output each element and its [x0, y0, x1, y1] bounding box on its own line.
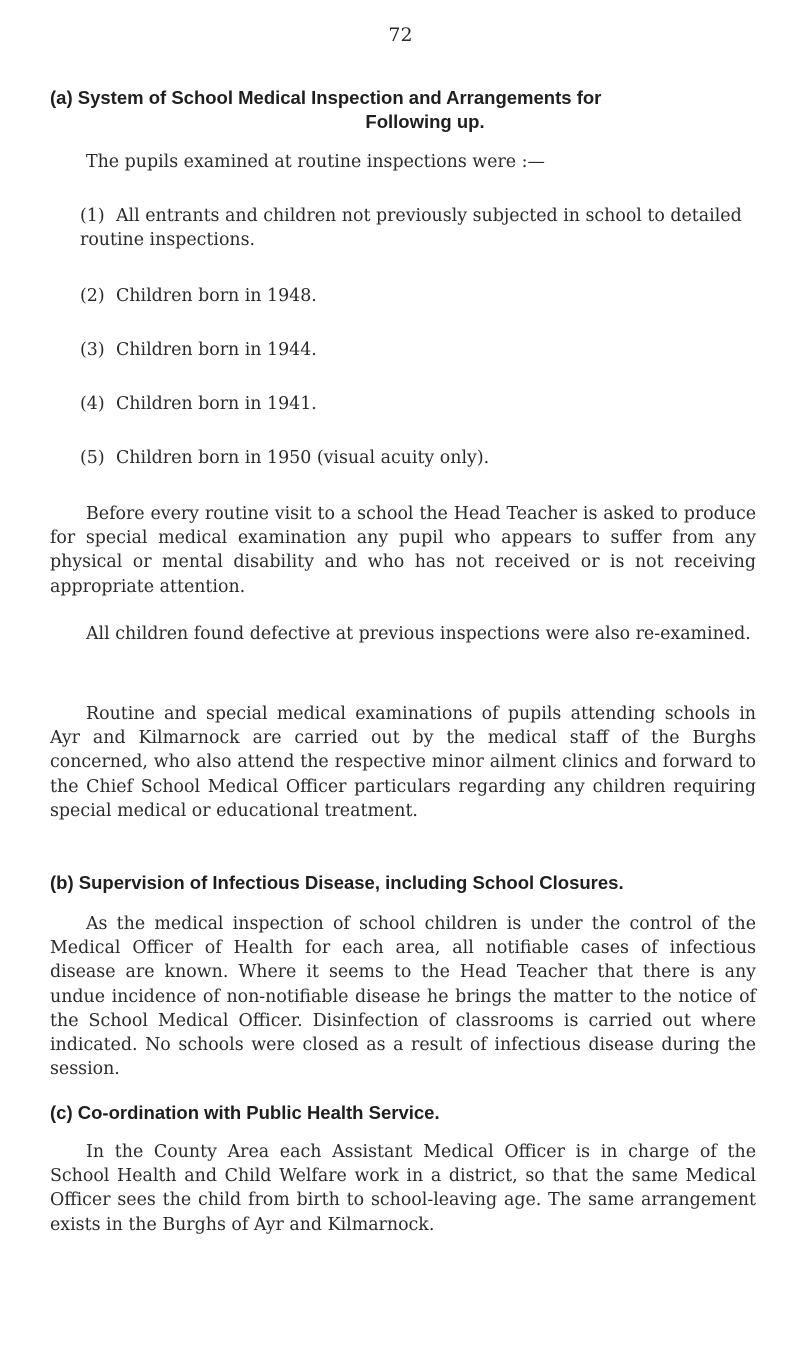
section-c-heading: [50, 1101, 760, 1125]
section-b-heading: [50, 871, 760, 895]
section-b-paragraph: As the medical inspection of school children is under the control of the Medical Officer of Health for each area, all notifiable cases of infectious disease are known. Where it seems to the Head Teacher that there is any undue incidence of non-notifiable disease he brings the matter to the notice of the School Medical Officer. Disinfection of classrooms is carried out where indicated. No schools were closed as a result of infectious disease during the session.: [50, 914, 756, 1080]
list-item-text: All entrants and children not previously subjected in school to detailed routine inspections.: [80, 206, 742, 251]
list-item-number: (1): [80, 206, 105, 226]
section-a-paragraph-2: All children found defective at previous inspections were also re-examined.: [86, 624, 751, 644]
list-item-number: (4): [80, 394, 105, 414]
list-item: [80, 284, 756, 308]
list-item-number: (3): [80, 340, 105, 360]
page-number: 72: [388, 24, 413, 46]
section-a-title-line1: System of School Medical Inspection and Arrangements for: [77, 87, 602, 108]
list-item-text: Children born in 1941.: [116, 394, 317, 414]
list-item-number: (2): [80, 286, 105, 306]
list-item-text: Children born in 1944.: [116, 340, 317, 360]
section-b-title: Supervision of Infectious Disease, including School Closures.: [78, 872, 624, 893]
section-c-title: Co-ordination with Public Health Service.: [77, 1102, 440, 1123]
section-a-heading: [50, 86, 760, 134]
section-c-label: (c): [50, 1102, 73, 1123]
section-a-label: (a): [50, 87, 73, 108]
section-a-paragraph-3: Routine and special medical examinations of pupils attending schools in Ayr and Kilmarnock are carried out by the medical staff of the Burghs concerned, who also attend the respective minor ailment clinics and forward to the Chief School Medical Officer particulars regarding any children requiring special medical or educational treatment.: [50, 704, 756, 821]
section-a-intro: The pupils examined at routine inspections were :—: [86, 152, 545, 172]
list-item-text: Children born in 1950 (visual acuity only).: [116, 448, 490, 468]
section-a-paragraph-1: Before every routine visit to a school the Head Teacher is asked to produce for special medical examination any pupil who appears to suffer from any physical or mental disability and who has not received or is not receiving appropriate attention.: [50, 504, 756, 597]
list-item: [80, 338, 756, 362]
section-c-paragraph: In the County Area each Assistant Medical Officer is in charge of the School Health and Child Welfare work in a district, so that the same Medical Officer sees the child from birth to school-leaving age. The same arrangement exists in the Burghs of Ayr and Kilmarnock.: [50, 1142, 756, 1235]
list-item: [80, 204, 756, 252]
section-a-title-line2: Following up.: [365, 111, 485, 132]
section-b-label: (b): [50, 872, 74, 893]
list-item: [80, 446, 756, 470]
list-item-number: (5): [80, 448, 105, 468]
list-item-text: Children born in 1948.: [116, 286, 317, 306]
list-item: [80, 392, 756, 416]
